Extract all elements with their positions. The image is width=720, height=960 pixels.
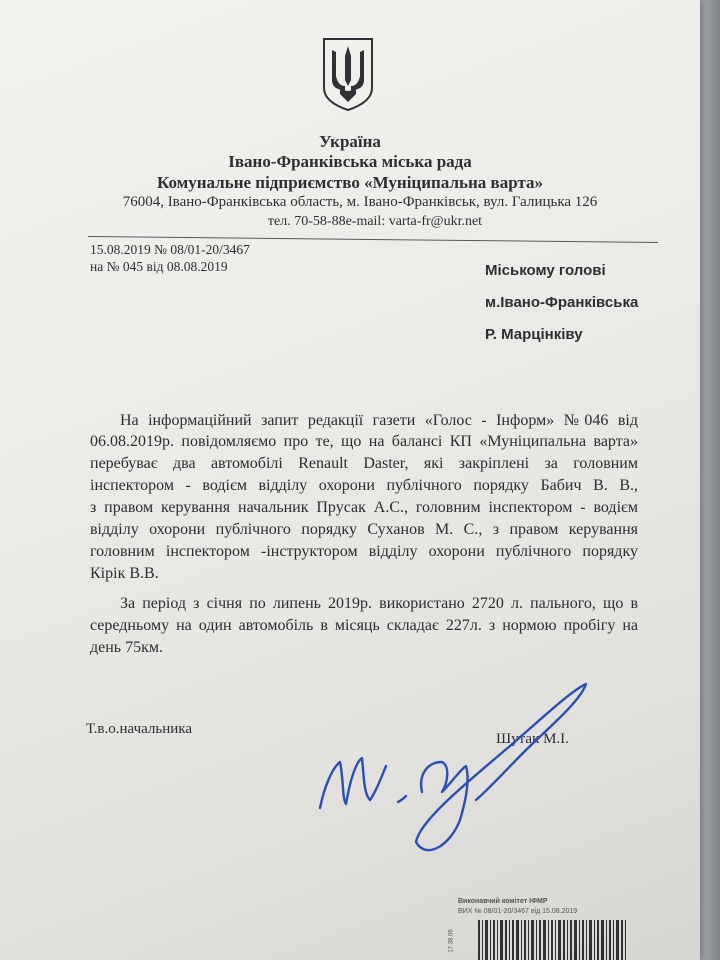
header-address: 76004, Івано-Франківська область, м. Івано-Франківськ, вул. Галицька 126: [122, 194, 598, 210]
recipient-line-1: Міському голові: [485, 262, 606, 279]
body-p1-line-7: головним інспектором -інструктором відділу охорони публічного порядку: [90, 543, 638, 560]
body-p1-line-8: Кірік В.В.: [90, 565, 159, 582]
header-country: Україна: [319, 132, 381, 151]
header-contacts: тел. 70-58-88e-mail: varta-fr@ukr.net: [267, 214, 483, 229]
stamp-side-code: 17.38.06: [448, 929, 455, 953]
body-p1-line-1: На інформаційний запит редакції газети «Голос - Інформ» №046 від: [120, 412, 638, 429]
ref-outgoing: 15.08.2019 № 08/01-20/3467: [90, 242, 250, 257]
ref-incoming: на № 045 від 08.08.2019: [90, 259, 228, 274]
body-p1-line-4: інспектором - водієм відділу охорони публічного порядку Бабич В. В.,: [90, 477, 638, 494]
body-p1-line-5: з правом керування начальник Прусак А.С., головним інспектором - водієм: [90, 499, 638, 516]
signatory-position: Т.в.о.начальника: [86, 721, 193, 737]
registration-stamp: [448, 894, 632, 960]
coat-of-arms-icon: [320, 36, 376, 112]
signatory-name: Шутак М.І.: [496, 731, 569, 747]
body-p2-line-1: За період з січня по липень 2019р. використано 2720 л. пального, що в: [120, 595, 638, 612]
barcode: [478, 920, 628, 960]
body-p2-line-3: день 75км.: [90, 639, 163, 656]
handwritten-signature: [310, 670, 610, 860]
recipient-line-2: м.Івано-Франківська: [485, 294, 639, 311]
table-background: [700, 0, 720, 960]
header-council: Івано-Франківська міська рада: [228, 152, 472, 171]
body-p1-line-3: перебуває два автомобілі Renault Daster, які закріплені за головним: [90, 455, 638, 472]
stamp-number: ВИХ № 08/01-20/3467 від 15.08.2019: [458, 908, 578, 915]
recipient-line-3: Р. Марцінківу: [485, 326, 583, 343]
body-p2-line-2: середньому на один автомобіль в місяць складає 227л. з нормою пробігу на: [90, 617, 638, 634]
body-p1-line-2: 06.08.2019р. повідомляємо про те, що на балансі КП «Муніципальна варта»: [90, 433, 638, 450]
body-p1-line-6: відділу охорони публічного порядку Суханов М. С., з правом керування: [90, 521, 638, 538]
header-enterprise: Комунальне підприємство «Муніципальна варта»: [156, 173, 543, 192]
stamp-title: Виконавчий комітет ІФМР: [458, 898, 548, 905]
